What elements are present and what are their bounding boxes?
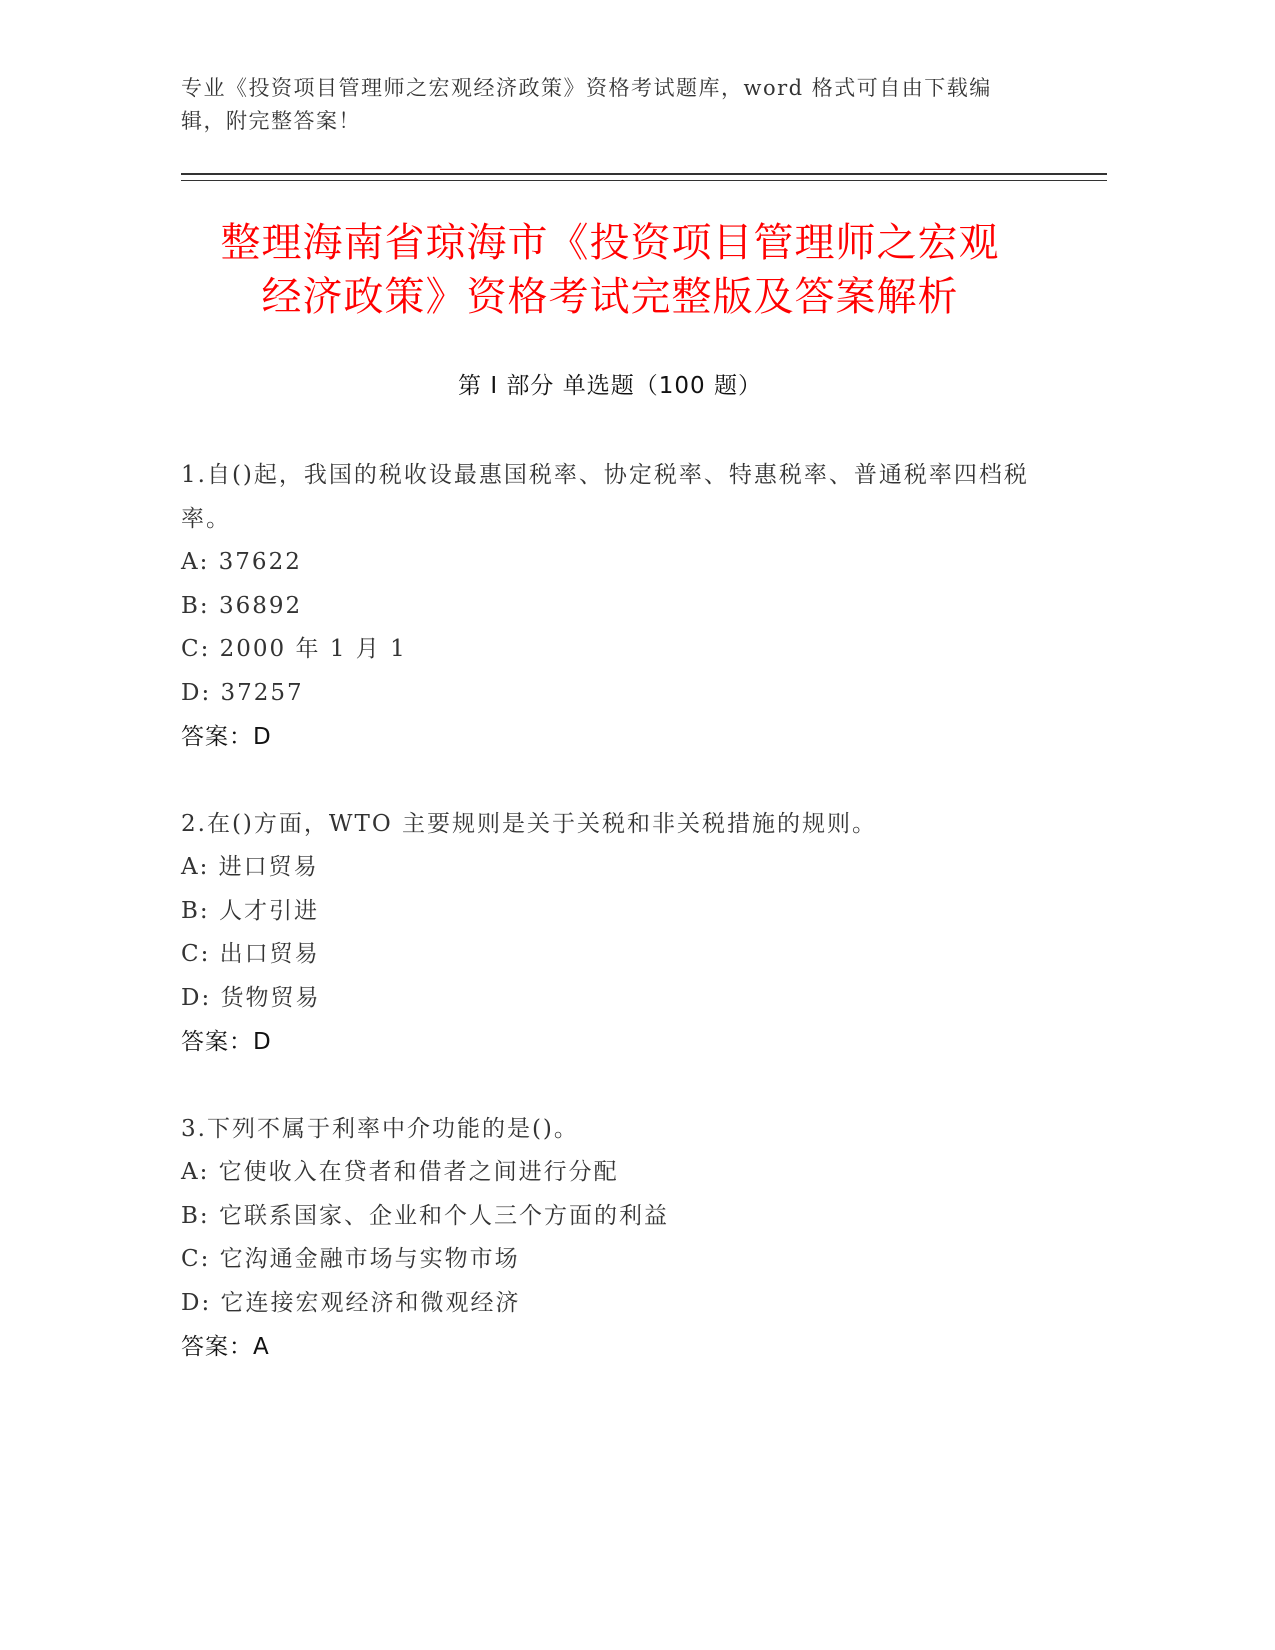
option-b: B: 人才引进 bbox=[181, 897, 319, 924]
answer: 答案：D bbox=[181, 1029, 272, 1055]
header-note: 专业《投资项目管理师之宏观经济政策》资格考试题库，word 格式可自由下载编辑，附完整答案！ bbox=[181, 76, 992, 133]
answer: 答案：D bbox=[181, 724, 272, 750]
header-rule-thick bbox=[181, 173, 1107, 175]
option-d: D: 它连接宏观经济和微观经济 bbox=[181, 1289, 521, 1316]
answer: 答案：A bbox=[181, 1334, 270, 1360]
option-a: A: 进口贸易 bbox=[181, 854, 319, 880]
document-title-line-2: 经济政策》资格考试完整版及答案解析 bbox=[261, 274, 959, 320]
option-c: C: 2000 年 1 月 1 bbox=[181, 636, 407, 662]
question-1 bbox=[181, 453, 1031, 759]
question-2 bbox=[181, 802, 1031, 1064]
header-rule-thin bbox=[181, 180, 1107, 181]
section-title: 第 I 部分 单选题（100 题） bbox=[458, 373, 762, 399]
document-title-line-1: 整理海南省琼海市《投资项目管理师之宏观 bbox=[220, 220, 1000, 266]
option-c: C: 出口贸易 bbox=[181, 941, 320, 967]
document-title bbox=[150, 216, 1070, 324]
question-stem: 3.下列不属于利率中介功能的是()。 bbox=[181, 1116, 579, 1142]
option-d: D: 37257 bbox=[181, 679, 304, 706]
option-a: A: 37622 bbox=[181, 549, 302, 575]
option-a: A: 它使收入在贷者和借者之间进行分配 bbox=[181, 1159, 619, 1185]
question-stem: 2.在()方面，WTO 主要规则是关于关税和非关税措施的规则。 bbox=[181, 811, 878, 837]
question-3 bbox=[181, 1107, 1031, 1369]
option-c: C: 它沟通金融市场与实物市场 bbox=[181, 1246, 520, 1272]
option-b: B: 它联系国家、企业和个人三个方面的利益 bbox=[181, 1202, 669, 1229]
option-b: B: 36892 bbox=[181, 592, 303, 619]
option-d: D: 货物贸易 bbox=[181, 984, 321, 1011]
question-stem: 1.自()起，我国的税收设最惠国税率、协定税率、特惠税率、普通税率四档税率。 bbox=[181, 462, 1029, 532]
